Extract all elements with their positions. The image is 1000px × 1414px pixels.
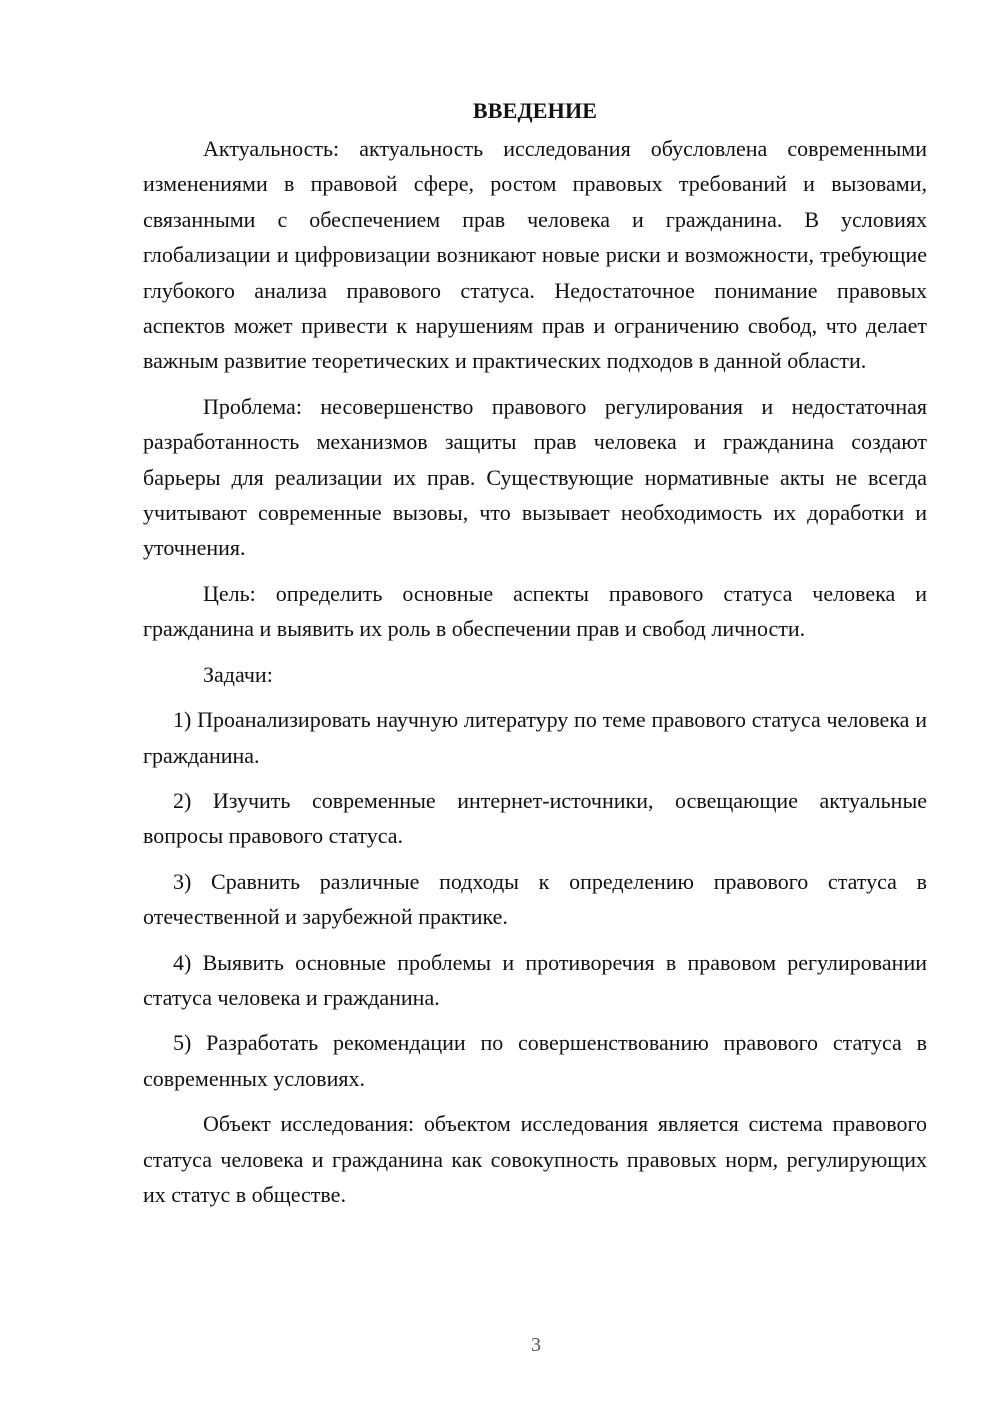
tasks-heading: Задачи:: [203, 661, 273, 687]
task-item-5: 5) Разработать рекомендации по совершенствованию правового статуса в современных условиях.: [143, 1030, 927, 1091]
page-content: [143, 96, 927, 1222]
task-item-3: 3) Сравнить различные подходы к определению правового статуса в отечественной и зарубежной практике.: [143, 868, 927, 930]
task-item-2: 2) Изучить современные интернет-источники, освещающие актуальные вопросы правового статуса.: [143, 787, 927, 849]
relevance-paragraph: Актуальность: актуальность исследования обусловлена современными изменениями в правовой сфере, ростом правовых требований и вызовами, связанными с обеспечением прав человека и гражданина. В условиях глобализации и цифровизации возникают новые риски и возможности, требующие глубокого анализа правового статуса. Недостаточное понимание правовых аспектов может привести к нарушениям прав и ограничению свобод, что делает важным развитие теоретических и практических подходов в данной области.: [143, 136, 927, 374]
problem-paragraph: Проблема: несовершенство правового регулирования и недостаточная разработанность механизмов защиты прав человека и гражданина создают барьеры для реализации их прав. Существующие нормативные акты не всегда учитывают современные вызовы, что вызывает необходимость их доработки и уточнения.: [143, 393, 927, 561]
task-item-4: 4) Выявить основные проблемы и противоречия в правовом регулировании статуса человека и гражданина.: [143, 949, 927, 1010]
section-title: ВВЕДЕНИЕ: [472, 98, 598, 123]
goal-paragraph: Цель: определить основные аспекты правового статуса человека и гражданина и выявить их роль в обеспечении прав и свобод личности.: [143, 580, 927, 642]
object-paragraph: Объект исследования: объектом исследования является система правового статуса человека и гражданина как совокупность правовых норм, регулирующих их статус в обществе.: [143, 1111, 927, 1207]
page-number: 3: [531, 1334, 541, 1356]
task-item-1: 1) Проанализировать научную литературу по теме правового статуса человека и гражданина.: [143, 707, 927, 768]
